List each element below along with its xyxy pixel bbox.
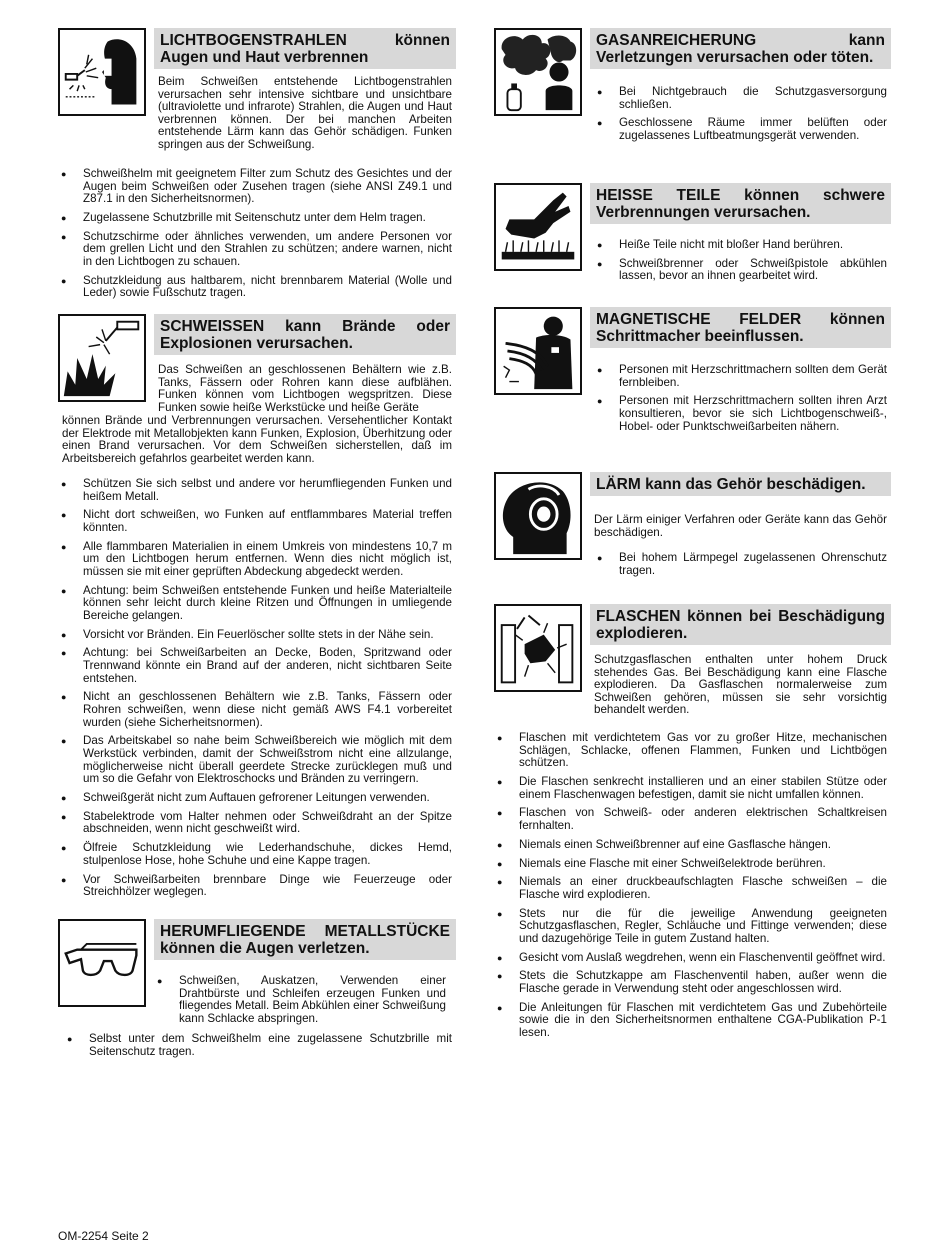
list-item: ● Niemals an einer druckbeaufschlagten Flasche schweißen – die Flasche wird explodieren.: [494, 876, 887, 901]
section-heading: MAGNETISCHE FELDER können Schrittmacher beeinflussen.: [590, 307, 891, 348]
list-item: ● Schweißen, Auskatzen, Verwenden einer Drahtbürste und Schleifen erzeugen Funken und fliegendes Metall. Beim Abkühlen einer Schweißung kann Schlacke abspringen.: [154, 975, 446, 1025]
list-item: ● Schweißbrenner oder Schweißpistole abkühlen lassen, bevor an ihnen gearbeitet wird.: [594, 258, 887, 283]
section-heading: FLASCHEN können bei Beschädigung explodieren.: [590, 604, 891, 645]
page-footer: OM-2254 Seite 2: [58, 1229, 149, 1243]
section-heading: HERUMFLIEGENDE METALLSTÜCKE können die Augen verletzen.: [154, 919, 456, 960]
list-item: ● Stets nur die für die jeweilige Anwendung geeigneten Schutzgasflaschen, Regler, Schläuche und Fittinge verwenden; diese und dazugehörige Teile in gutem Zustand halten.: [494, 908, 887, 946]
list-item: ● Vor Schweißarbeiten brennbare Dinge wie Feuerzeuge oder Streichhölzer weglegen.: [58, 874, 452, 899]
right-column: [494, 0, 891, 1248]
section-intro: Das Schweißen an geschlossenen Behältern wie z.B. Tanks, Fässern oder Rohren kann diese aufblähen. Funken können vom Lichtbogen wegspritzen. Diese Funken sowie heiße Werkstücke und heiße Geräte: [158, 363, 452, 414]
section-intro: Beim Schweißen entstehende Lichtbogenstrahlen verursachen sehr intensive sichtbare und unsichtbare (ultraviolette und infrarote) Strahlen, die Augen und Haut verbrennen können. Der bei manchen Arbeiten entstehende Lärm kann das Gehör schädigen. Funken springen aus der Schweißung.: [158, 75, 452, 151]
list-item: ● Heiße Teile nicht mit bloßer Hand berühren.: [594, 239, 887, 252]
list-item: ● Nicht dort schweißen, wo Funken auf entflammbares Material treffen könnten.: [58, 509, 452, 534]
list-item: ● Die Anleitungen für Flaschen mit verdichtetem Gas und Zubehörteile sowie die in den Sicherheitsnormen enthaltene CGA-Publikation P-1 lesen.: [494, 1002, 887, 1040]
list-item: ● Nicht an geschlossenen Behältern wie z.B. Tanks, Fässern oder Rohren schweißen, wenn diese nicht gemäß AWS F4.1 vorbereitet wurden (siehe Sicherheitsnormen).: [58, 691, 452, 729]
list-item: ● Achtung: beim Schweißen entstehende Funken und heiße Materialteile können sehr leicht durch kleine Ritzen und Öffnungen in umliegende Bereiche gelangen.: [58, 585, 452, 623]
list-item: ● Personen mit Herzschrittmachern sollten ihren Arzt konsultieren, bevor sie sich Lichtbogenschweiß-, Hobel- oder Punktschweißarbeiten nähern.: [594, 395, 887, 433]
list-item: ● Die Flaschen senkrecht installieren und an einer stabilen Stütze oder einem Flaschenwagen befestigen, damit sie nicht umfallen können.: [494, 776, 887, 801]
list-item: ● Gesicht vom Auslaß wegdrehen, wenn ein Flaschenventil geöffnet wird.: [494, 952, 887, 965]
list-item: ● Niemals einen Schweißbrenner auf eine Gasflasche hängen.: [494, 839, 887, 852]
list-item: ● Vorsicht vor Bränden. Ein Feuerlöscher sollte stets in der Nähe sein.: [58, 629, 452, 642]
bullet-list: [64, 1033, 452, 1064]
list-item: ● Flaschen mit verdichtetem Gas vor zu großer Hitze, mechanischen Schlägen, Schlacke, offenen Flammen, Funken und Lichtbögen schützen.: [494, 732, 887, 770]
bullet-list: [594, 552, 887, 583]
section-intro: Der Lärm einiger Verfahren oder Geräte kann das Gehör beschädigen.: [594, 513, 887, 539]
list-item: ● Personen mit Herzschrittmachern sollten dem Gerät fernbleiben.: [594, 364, 887, 389]
section-heading: GASANREICHERUNG kann Verletzungen verursachen oder töten.: [590, 28, 891, 69]
list-item: ● Schutzkleidung aus haltbarem, nicht brennbarem Material (Wolle und Leder) sowie Fußschutz tragen.: [58, 275, 452, 300]
list-item: ● Schutzschirme oder ähnliches verwenden, um andere Personen vor dem grellen Licht und den Strahlen zu schützen; andere warnen, nicht in den Lichtbogen zu schauen.: [58, 231, 452, 269]
list-item: ● Flaschen von Schweiß- oder anderen elektrischen Schaltkreisen fernhalten.: [494, 807, 887, 832]
pacemaker-magnetic-field-icon: [494, 307, 582, 395]
bullet-list: [594, 239, 887, 289]
list-item: ● Zugelassene Schutzbrille mit Seitenschutz unter dem Helm tragen.: [58, 212, 452, 225]
ear-protection-icon: [494, 472, 582, 560]
bullet-list-indented: [154, 975, 446, 1032]
section-heading: LICHTBOGENSTRAHLEN können Augen und Haut verbrennen: [154, 28, 456, 69]
list-item: ● Ölfreie Schutzkleidung wie Lederhandschuhe, dickes Hemd, stulpenlose Hose, hohe Schuhe und eine Kappe tragen.: [58, 842, 452, 867]
list-item: ● Geschlossene Räume immer belüften oder zugelassenes Luftbeatmungsgerät verwenden.: [594, 117, 887, 142]
section-intro-continued: können Brände und Verbrennungen verursachen. Versehentlicher Kontakt der Elektrode mit Metallobjekten kann Funken, Explosion, Überhitzung oder einen Brand verursachen. Vor dem Schweißen sicherstellen, daß im Arbeitsbereich gefahrlos gearbeitet werden kann.: [62, 414, 452, 465]
list-item: ● Niemals eine Flasche mit einer Schweißelektrode berühren.: [494, 858, 887, 871]
section-heading: LÄRM kann das Gehör beschädigen.: [590, 472, 891, 496]
arc-welding-helmet-icon: [58, 28, 146, 116]
bullet-list: [494, 732, 887, 1046]
bullet-list: [58, 168, 452, 306]
left-column: [58, 0, 456, 1248]
list-item: ● Schweißhelm mit geeignetem Filter zum Schutz des Gesichtes und der Augen beim Schweißen oder Zusehen tragen (siehe ANSI Z49.1 und Z87.1 in den Sicherheitsnormen).: [58, 168, 452, 206]
bullet-list: [594, 364, 887, 439]
list-item: ● Alle flammbaren Materialien in einem Umkreis von mindestens 10,7 m um den Lichtbogen herum entfernen. Wenn dies nicht möglich ist, müssen sie mit einer geprüften Abdeckung abgedeckt werden.: [58, 541, 452, 579]
list-item: ● Schweißgerät nicht zum Auftauen gefrorener Leitungen verwenden.: [58, 792, 452, 805]
safety-glasses-icon: [58, 919, 146, 1007]
list-item: ● Stets die Schutzkappe am Flaschenventil haben, außer wenn die Flasche gerade in Verwendung steht oder angeschlossen wird.: [494, 970, 887, 995]
list-item: ● Bei Nichtgebrauch die Schutzgasversorgung schließen.: [594, 86, 887, 111]
gas-cylinder-fumes-icon: [494, 28, 582, 116]
bullet-list: [58, 478, 452, 905]
list-item: ● Schützen Sie sich selbst und andere vor herumfliegenden Funken und heißem Metall.: [58, 478, 452, 503]
bullet-list: [594, 86, 887, 149]
list-item: ● Bei hohem Lärmpegel zugelassenen Ohrenschutz tragen.: [594, 552, 887, 577]
hot-parts-hand-icon: [494, 183, 582, 271]
list-item: ● Achtung: bei Schweißarbeiten an Decke, Boden, Spritzwand oder Trennwand könnte ein Brand auf der anderen, nicht sichtbaren Seite entstehen.: [58, 647, 452, 685]
section-heading: SCHWEISSEN kann Brände oder Explosionen verursachen.: [154, 314, 456, 355]
explosion-fire-icon: [58, 314, 146, 402]
section-heading: HEISSE TEILE können schwere Verbrennungen verursachen.: [590, 183, 891, 224]
list-item: ● Das Arbeitskabel so nahe beim Schweißbereich wie möglich mit dem Werkstück verbinden, damit der Schweißstrom nicht eine allzulange, möglicherweise nicht überall geerdete Strecke zurücklegen muß und um so die Gefahr von Elektroschocks und Bränden zu verringern.: [58, 735, 452, 785]
cylinder-explosion-icon: [494, 604, 582, 692]
list-item: ● Stabelektrode vom Halter nehmen oder Schweißdraht an der Spitze abschneiden, wenn nicht geschweißt wird.: [58, 811, 452, 836]
section-intro: Schutzgasflaschen enthalten unter hohem Druck stehendes Gas. Bei Beschädigung kann eine Flasche explodieren. Da Gasflaschen normalerweise zum Schweißen gehören, müssen sie sehr vorsichtig behandelt werden.: [594, 653, 887, 717]
list-item: ● Selbst unter dem Schweißhelm eine zugelassene Schutzbrille mit Seitenschutz tragen.: [64, 1033, 452, 1058]
